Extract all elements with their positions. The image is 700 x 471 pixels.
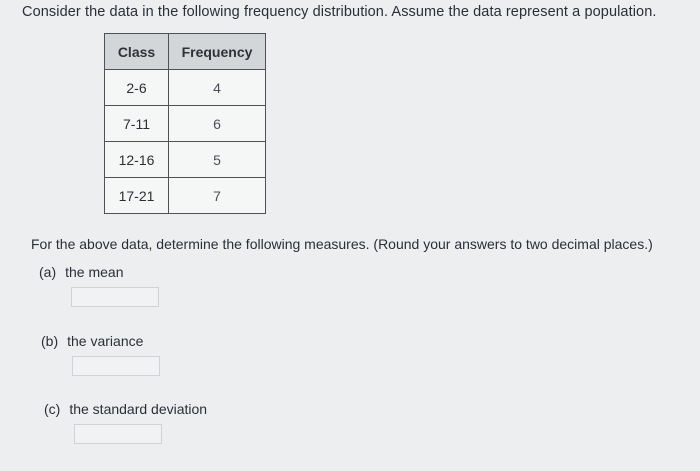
class-cell: 7-11 [105, 106, 169, 142]
class-cell: 12-16 [105, 142, 169, 178]
frequency-cell: 5 [169, 142, 266, 178]
instructions-text: For the above data, determine the following measures. (Round your answers to two decimal places.) [31, 236, 653, 252]
table-header-row [105, 34, 266, 70]
table-row [105, 178, 266, 214]
class-cell: 17-21 [105, 178, 169, 214]
question-b-label [41, 333, 143, 349]
question-c-label [44, 401, 207, 417]
class-cell: 2-6 [105, 70, 169, 106]
frequency-table [104, 33, 266, 214]
header-class: Class [105, 34, 169, 70]
frequency-cell: 4 [169, 70, 266, 106]
problem-intro: Consider the data in the following frequency distribution. Assume the data represent a population. [22, 4, 657, 20]
question-c-letter: (c) [44, 401, 61, 417]
standard-deviation-answer-input[interactable] [74, 424, 162, 444]
question-b-letter: (b) [41, 333, 59, 349]
table-row [105, 142, 266, 178]
question-c-text: the standard deviation [69, 401, 208, 417]
table-row [105, 106, 266, 142]
question-a-text: the mean [65, 264, 124, 280]
frequency-cell: 6 [169, 106, 266, 142]
question-b-text: the variance [67, 333, 144, 349]
header-frequency: Frequency [169, 34, 266, 70]
mean-answer-input[interactable] [71, 287, 159, 307]
variance-answer-input[interactable] [72, 356, 160, 376]
question-a-label [39, 264, 124, 280]
frequency-cell: 7 [169, 178, 266, 214]
question-a-letter: (a) [39, 264, 57, 280]
table-row [105, 70, 266, 106]
